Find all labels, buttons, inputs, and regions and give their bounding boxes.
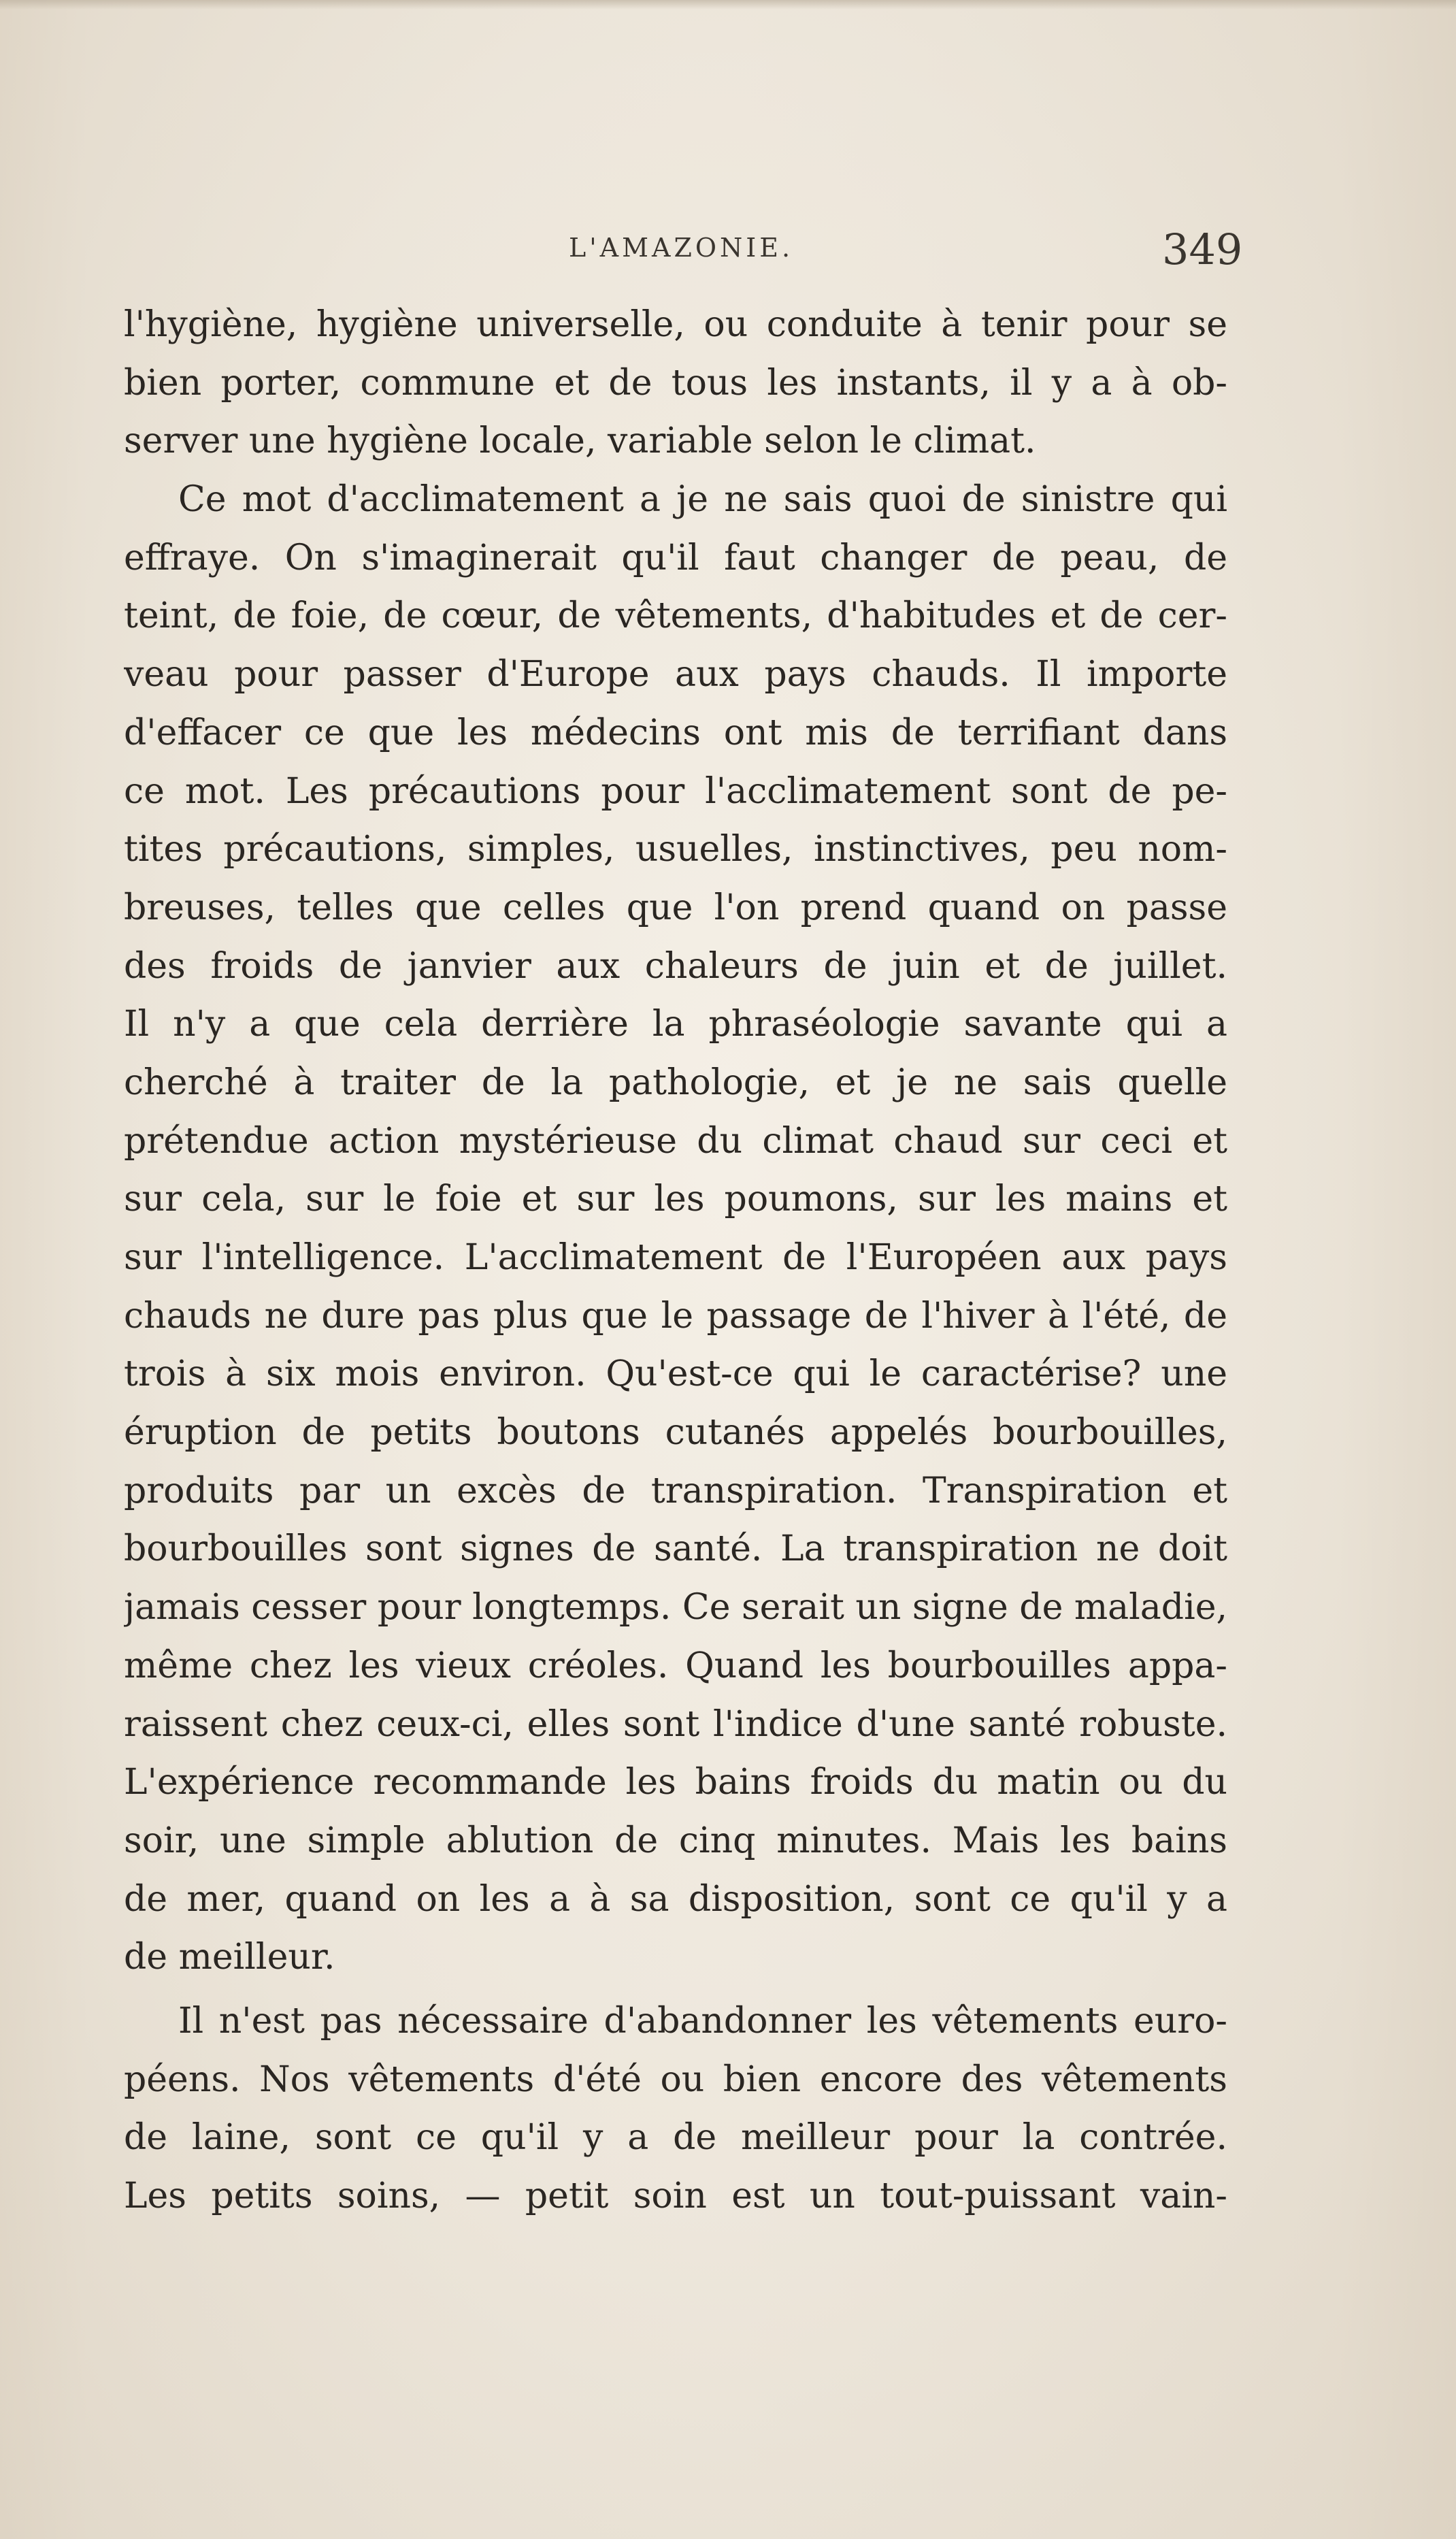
text-line: cherché à traiter de la pathologie, et je ne sais quelle — [124, 1062, 1227, 1103]
paragraph-gap — [124, 1987, 1227, 1993]
text-line: même chez les vieux créoles. Quand les bourbouilles appa- — [124, 1645, 1227, 1686]
body-text — [124, 296, 1227, 2226]
paragraph-1 — [124, 296, 1227, 471]
running-head — [0, 225, 1456, 286]
text-line: sur cela, sur le foie et sur les poumons, sur les mains et — [124, 1179, 1227, 1220]
text-line: Ce mot d'acclimatement a je ne sais quoi de sinistre qui — [178, 479, 1227, 521]
text-line: jamais cesser pour longtemps. Ce serait un signe de maladie, — [124, 1587, 1227, 1628]
text-line: Les petits soins, — petit soin est un tout-puissant vain- — [124, 2176, 1227, 2216]
text-line: sur l'intelligence. L'acclimatement de l'Européen aux pays — [124, 1237, 1227, 1278]
text-line: éruption de petits boutons cutanés appelés bourbouilles, — [124, 1412, 1227, 1454]
text-line: server une hygiène locale, variable selon le climat. — [124, 421, 1036, 462]
text-line: raissent chez ceux-ci, elles sont l'indice d'une santé robuste. — [124, 1703, 1227, 1745]
text-line: chauds ne dure pas plus que le passage de l'hiver à l'été, de — [124, 1295, 1227, 1337]
text-line: breuses, telles que celles que l'on prend quand on passe — [124, 887, 1227, 928]
page-top-edge — [0, 0, 1456, 10]
text-line: des froids de janvier aux chaleurs de juin et de juillet. — [124, 945, 1227, 987]
text-line: Il n'y a que cela derrière la phraséologie savante qui a — [124, 1004, 1227, 1045]
text-line: bien porter, commune et de tous les instants, il y a à ob- — [124, 362, 1227, 404]
running-title: L'AMAZONIE. — [569, 233, 794, 263]
text-line: ce mot. Les précautions pour l'acclimatement sont de pe- — [124, 770, 1227, 812]
text-line: prétendue action mystérieuse du climat chaud sur ceci et — [124, 1120, 1227, 1162]
text-line: d'effacer ce que les médecins ont mis de terrifiant dans — [124, 712, 1227, 753]
text-line: de mer, quand on les a à sa disposition, sont ce qu'il y a — [124, 1878, 1227, 1920]
text-line: veau pour passer d'Europe aux pays chauds. Il importe — [124, 654, 1227, 695]
text-line: teint, de foie, de cœur, de vêtements, d'habitudes et de cer- — [124, 595, 1227, 637]
text-line: de meilleur. — [124, 1937, 335, 1978]
page-number: 349 — [1162, 225, 1243, 274]
text-line: bourbouilles sont signes de santé. La transpiration ne doit — [124, 1528, 1227, 1570]
text-line: soir, une simple ablution de cinq minutes. Mais les bains — [124, 1820, 1227, 1861]
text-line: Il n'est pas nécessaire d'abandonner les vêtements euro- — [178, 2000, 1227, 2042]
text-line: produits par un excès de transpiration. Transpiration et — [124, 1470, 1227, 1511]
text-line: péens. Nos vêtements d'été ou bien encore des vêtements — [124, 2059, 1227, 2100]
text-line: tites précautions, simples, usuelles, instinctives, peu nom- — [124, 829, 1227, 870]
text-line: l'hygiène, hygiène universelle, ou conduite à tenir pour se — [124, 304, 1227, 345]
text-line: L'expérience recommande les bains froids du matin ou du — [124, 1762, 1227, 1803]
text-line: trois à six mois environ. Qu'est-ce qui le caractérise? une — [124, 1354, 1227, 1395]
paragraph-3 — [124, 1993, 1227, 2226]
text-line: de laine, sont ce qu'il y a de meilleur pour la contrée. — [124, 2117, 1227, 2159]
paragraph-2 — [124, 471, 1227, 1987]
text-line: effraye. On s'imaginerait qu'il faut changer de peau, de — [124, 537, 1227, 578]
